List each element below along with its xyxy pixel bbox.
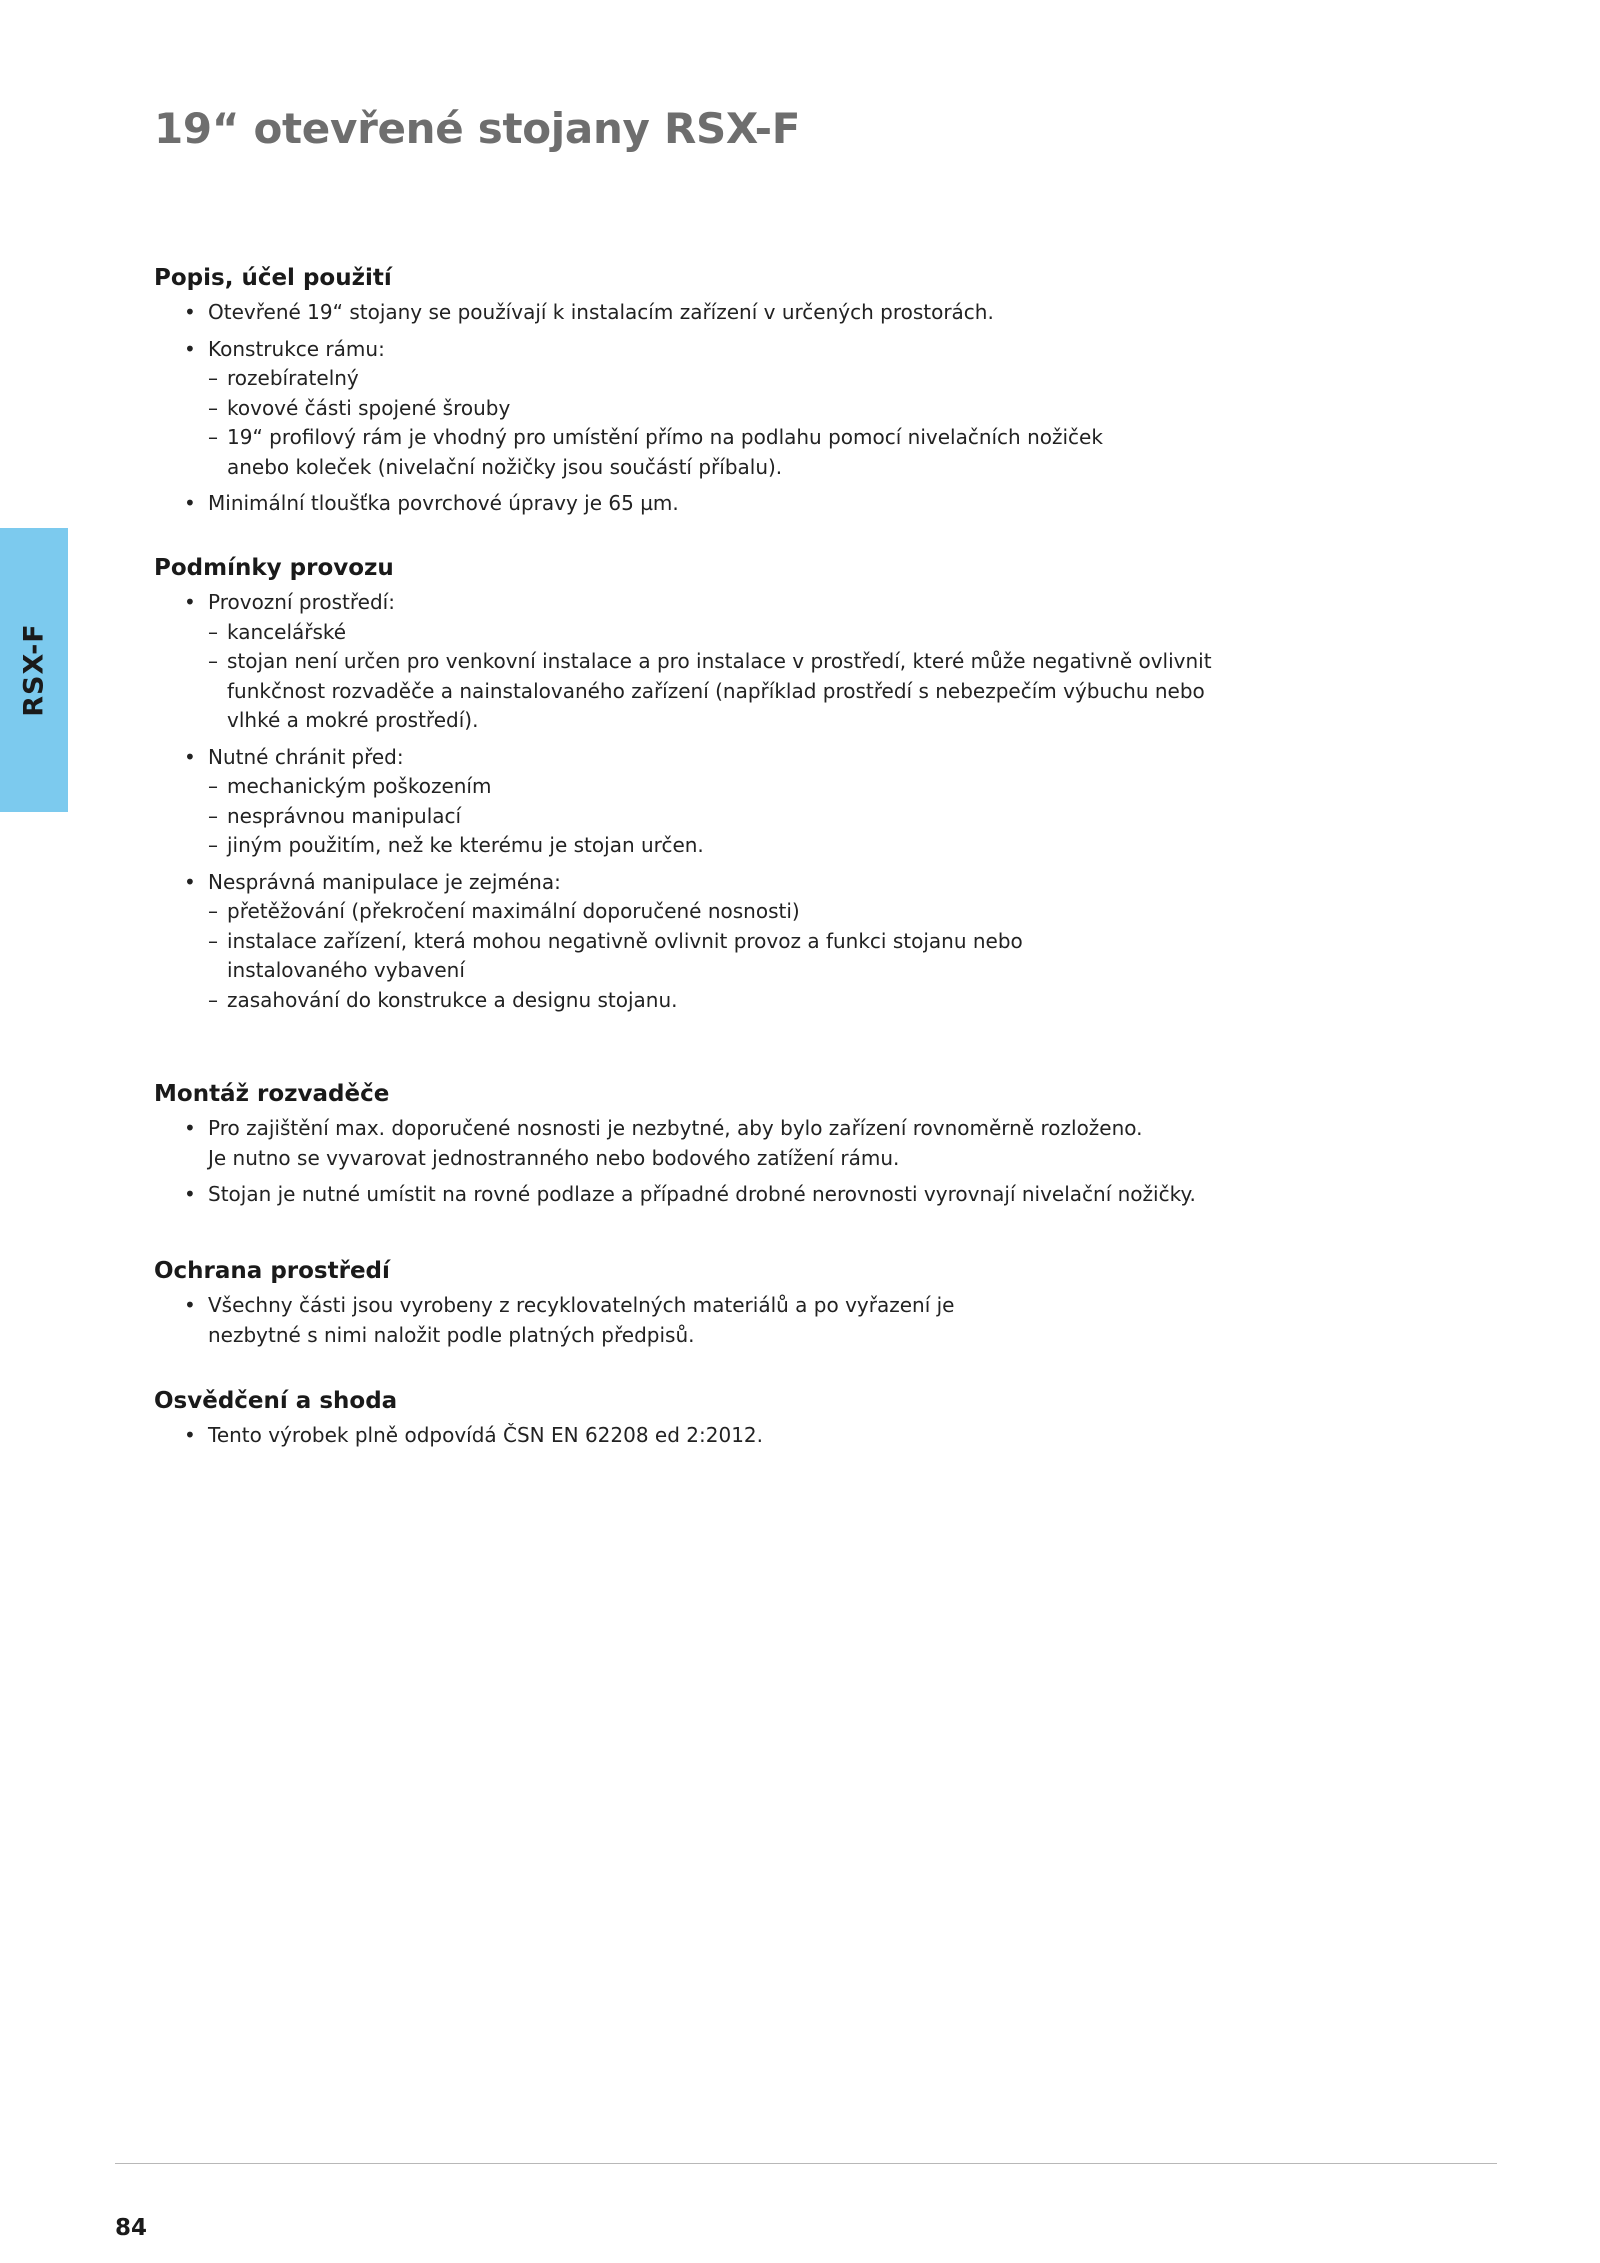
sub-list bbox=[208, 897, 1254, 1015]
section-montaz bbox=[154, 1078, 1254, 1217]
section-heading: Ochrana prostředí bbox=[154, 1258, 390, 1284]
list-item: • Konstrukce rámu: – rozebíratelný – kovové části spojené šrouby – 19“ profilový rám je vhodný pro umístění přímo na podlahu pomocí nivelačních nožiček anebo koleček (nivelační nožičky jsou součástí příbalu). bbox=[154, 335, 1254, 483]
side-tab bbox=[0, 528, 68, 812]
footer-divider bbox=[115, 2163, 1497, 2164]
sub-list-item: – kovové části spojené šrouby bbox=[208, 394, 1254, 424]
section-heading: Podmínky provozu bbox=[154, 555, 394, 581]
section-podminky bbox=[154, 552, 1254, 1022]
section-ochrana bbox=[154, 1255, 1254, 1357]
list-item: • Tento výrobek plně odpovídá ČSN EN 62208 ed 2:2012. bbox=[154, 1421, 1254, 1451]
sub-list bbox=[208, 772, 1254, 861]
sub-list-item: – kancelářské bbox=[208, 618, 1254, 648]
sub-list bbox=[208, 618, 1254, 736]
sub-list-item: – jiným použitím, než ke kterému je stojan určen. bbox=[208, 831, 1254, 861]
bullet-list bbox=[154, 588, 1254, 1015]
bullet-list bbox=[154, 1421, 1254, 1451]
sub-list-item: – mechanickým poškozením bbox=[208, 772, 1254, 802]
sub-list-item: – rozebíratelný bbox=[208, 364, 1254, 394]
list-item: • Všechny části jsou vyrobeny z recyklovatelných materiálů a po vyřazení je nezbytné s nimi naložit podle platných předpisů. bbox=[154, 1291, 968, 1350]
sub-list-item: – nesprávnou manipulací bbox=[208, 802, 1254, 832]
list-item: • Provozní prostředí: – kancelářské – stojan není určen pro venkovní instalace a pro instalace v prostředí, které může negativně ovlivnit funkčnost rozvaděče a nainstalovaného zařízení (například prostředí s nebezpečím výbuchu nebo vlhké a mokré prostředí). bbox=[154, 588, 1254, 736]
section-heading: Osvědčení a shoda bbox=[154, 1388, 398, 1414]
bullet-list bbox=[154, 1291, 1254, 1350]
sub-list-item: – stojan není určen pro venkovní instalace a pro instalace v prostředí, které může negativně ovlivnit funkčnost rozvaděče a nainstalovaného zařízení (například prostředí s nebezpečím výbuchu nebo vlhké a mokré prostředí). bbox=[208, 647, 1242, 736]
bullet-list bbox=[154, 1114, 1254, 1210]
list-item: • Nesprávná manipulace je zejména: – přetěžování (překročení maximální doporučené nosnosti) – instalace zařízení, která mohou negativně ovlivnit provoz a funkci stojanu nebo instalovaného vybavení – zasahování do konstrukce a designu stojanu. bbox=[154, 868, 1254, 1016]
sub-list-item: – zasahování do konstrukce a designu stojanu. bbox=[208, 986, 1254, 1016]
side-tab-label: RSX-F bbox=[18, 623, 50, 717]
list-item: • Otevřené 19“ stojany se používají k instalacím zařízení v určených prostorách. bbox=[154, 298, 1254, 328]
sub-list-item: – 19“ profilový rám je vhodný pro umístění přímo na podlahu pomocí nivelačních nožiček anebo koleček (nivelační nožičky jsou součástí příbalu). bbox=[208, 423, 1127, 482]
bullet-list bbox=[154, 298, 1254, 519]
sub-list bbox=[208, 364, 1254, 482]
section-osvedceni bbox=[154, 1385, 1254, 1458]
list-item: • Nutné chránit před: – mechanickým poškozením – nesprávnou manipulací – jiným použitím, než ke kterému je stojan určen. bbox=[154, 743, 1254, 861]
list-item: • Minimální tloušťka povrchové úpravy je 65 µm. bbox=[154, 489, 1254, 519]
list-item: • Stojan je nutné umístit na rovné podlaze a případné drobné nerovnosti vyrovnají nivelační nožičky. bbox=[154, 1180, 1254, 1210]
section-popis bbox=[154, 262, 1254, 526]
page-number: 84 bbox=[115, 2215, 148, 2241]
section-heading: Popis, účel použití bbox=[154, 265, 392, 291]
page-title: 19“ otevřené stojany RSX-F bbox=[154, 104, 801, 153]
sub-list-item: – přetěžování (překročení maximální doporučené nosnosti) bbox=[208, 897, 1254, 927]
sub-list-item: – instalace zařízení, která mohou negativně ovlivnit provoz a funkci stojanu nebo instalovaného vybavení bbox=[208, 927, 1027, 986]
list-item: • Pro zajištění max. doporučené nosnosti je nezbytné, aby bylo zařízení rovnoměrně rozloženo. Je nutno se vyvarovat jednostranného nebo bodového zatížení rámu. bbox=[154, 1114, 1148, 1173]
section-heading: Montáž rozvaděče bbox=[154, 1081, 390, 1107]
